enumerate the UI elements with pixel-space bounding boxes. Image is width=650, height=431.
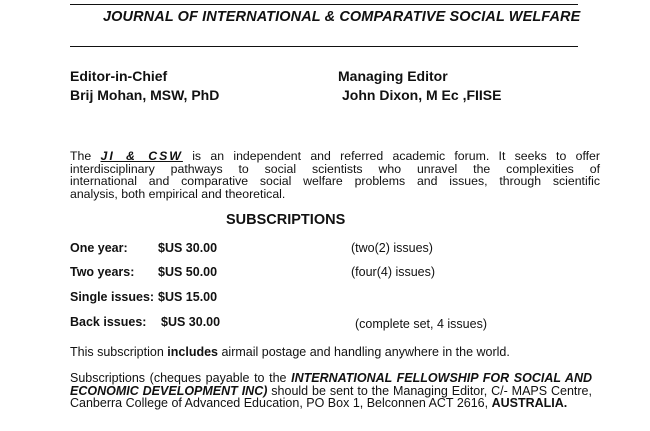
subscription-row-label: Back issues: [70,315,147,329]
title-underline-rule [70,46,578,47]
subscription-row-label: One year: [70,241,128,255]
fellowship-name-part-1: INTERNATIONAL FELLOWSHIP FOR SOCIAL AND [291,371,592,385]
includes-suffix: airmail postage and handling anywhere in the world. [221,345,510,359]
subscription-row-note: (complete set, 4 issues) [355,317,487,331]
journal-abbreviation: JI & CSW [100,149,183,163]
subscription-row-label: Single issues: [70,290,155,304]
managing-editor-label: Managing Editor [338,68,448,84]
subscription-row-label: Two years: [70,265,135,279]
journal-description [70,150,600,200]
payment-line-3 [70,397,592,410]
description-line-1-rest: is an independent and referred academic forum. It seeks to offer [192,149,600,163]
description-lead: The [70,149,92,163]
journal-title: JOURNAL OF INTERNATIONAL & COMPARATIVE SOCIAL WELFARE [103,9,581,25]
payment-line-2-rest: should be sent to the Managing Editor, C/- MAPS Centre, [271,383,592,398]
payment-line-1-start: Subscriptions (cheques payable to the [70,371,287,385]
subscription-row-note: (two(2) issues) [351,241,433,255]
subscriptions-heading: SUBSCRIPTIONS [226,212,346,228]
includes-keyword: includes [167,345,218,359]
editor-in-chief-name: Brij Mohan, MSW, PhD [70,87,220,103]
includes-prefix: This subscription [70,345,164,359]
editor-in-chief-label: Editor-in-Chief [70,68,168,84]
description-line-1 [70,150,600,163]
subscription-row-price: $US 30.00 [161,315,221,329]
managing-editor-name: John Dixon, M Ec ,FIISE [342,87,502,103]
description-line-4: analysis, both empirical and theoretical. [70,186,286,201]
subscription-row-price: $US 50.00 [158,265,218,279]
payment-address: Canberra College of Advanced Education, PO Box 1, Belconnen ACT 2616, [70,396,489,410]
description-line-2: interdisciplinary pathways to social scientists who unravel the complexities of [70,161,600,176]
subscription-row-note: (four(4) issues) [351,265,436,279]
subscription-includes-note [70,345,510,359]
subscription-row-price: $US 30.00 [158,241,218,255]
fellowship-name-part-2: ECONOMIC DEVELOPMENT INC) [70,383,268,398]
payment-country: AUSTRALIA. [491,396,568,410]
top-rule [70,4,578,5]
subscription-row-price: $US 15.00 [158,290,218,304]
payment-instructions [70,372,592,410]
description-line-3: international and comparative social welfare problems and issues, through scientific [70,174,600,188]
